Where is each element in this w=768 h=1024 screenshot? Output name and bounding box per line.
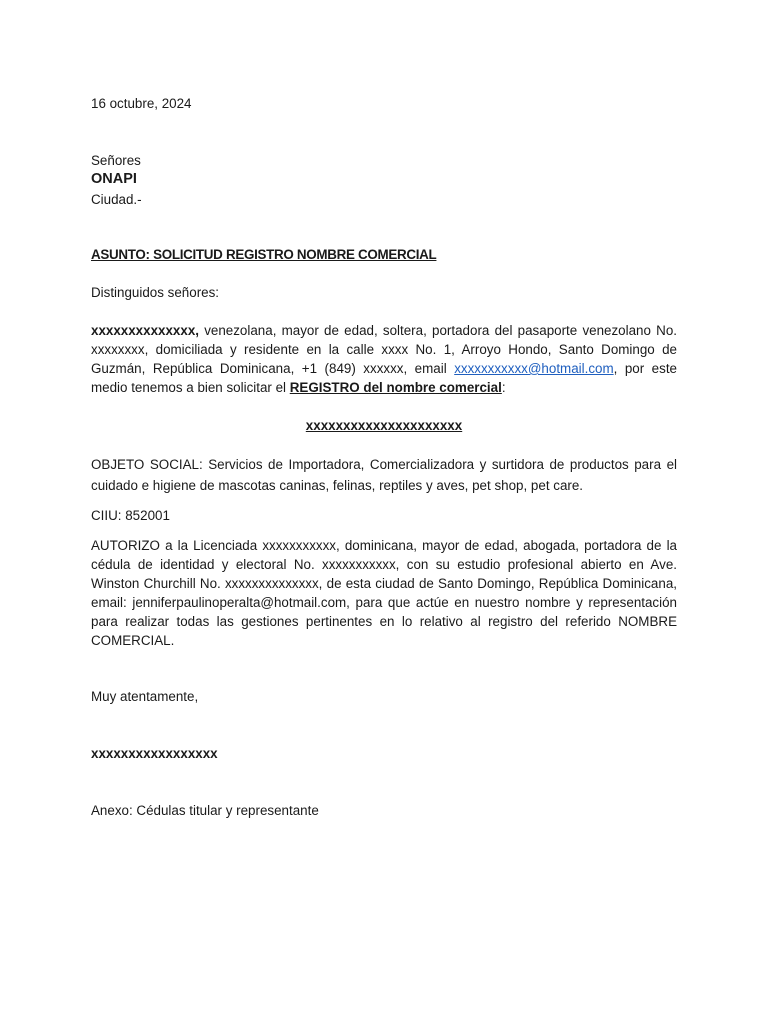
recipient-salutation: Señores: [91, 153, 141, 168]
ciiu-line: CIIU: 852001: [91, 508, 170, 523]
recipient-block: [91, 151, 677, 209]
registration-highlight: REGISTRO del nombre comercial: [289, 380, 502, 395]
objeto-social-paragraph: OBJETO SOCIAL: Servicios de Importadora, Comercializadora y surtidora de productos para el cuidado e higiene de mascotas caninas, felinas, reptiles y aves, pet shop, pet care.: [91, 457, 677, 493]
trade-name: xxxxxxxxxxxxxxxxxxxxx: [305, 418, 463, 433]
recipient-org: ONAPI: [91, 171, 137, 187]
recipient-city: Ciudad.-: [91, 192, 142, 207]
subject-line: ASUNTO: SOLICITUD REGISTRO NOMBRE COMERCIAL: [91, 247, 437, 262]
closing-line: Muy atentamente,: [91, 689, 199, 704]
intro-paragraph: xxxxxxxxxxxxxx, venezolana, mayor de edad, soltera, portadora del pasaporte venezolano No. xxxxxxxx, domiciliada y residente en la calle xxxx No. 1, Arroyo Hondo, Santo Domingo de Guzmán, República Dominicana, +1 (849) xxxxxx, email xxxxxxxxxxx@hotmail.com, por este medio tenemos a bien solicitar el REGISTRO del nombre comercial:: [91, 323, 677, 395]
letter-date: 16 octubre, 2024: [91, 96, 192, 111]
applicant-name: xxxxxxxxxxxxxx,: [91, 323, 199, 338]
greeting: Distinguidos señores:: [91, 285, 220, 300]
applicant-email-link[interactable]: xxxxxxxxxxx@hotmail.com: [454, 361, 614, 376]
annex-line: Anexo: Cédulas titular y representante: [91, 803, 319, 818]
authorization-paragraph: AUTORIZO a la Licenciada xxxxxxxxxxx, dominicana, mayor de edad, abogada, portadora de la cédula de identidad y electoral No. xxxxxxxxxxx, con su estudio profesional abierto en Ave. Winston Churchill No. xxxxxxxxxxxxxx, de esta ciudad de Santo Domingo, República Dominicana, email: jenniferpaulinoperalta@hotmail.com, para que actúe en nuestro nombre y representación para realizar todas las gestiones pertinentes en lo relativo al registro del referido NOMBRE COMERCIAL.: [91, 538, 677, 648]
signature-name: xxxxxxxxxxxxxxxxx: [91, 746, 218, 761]
